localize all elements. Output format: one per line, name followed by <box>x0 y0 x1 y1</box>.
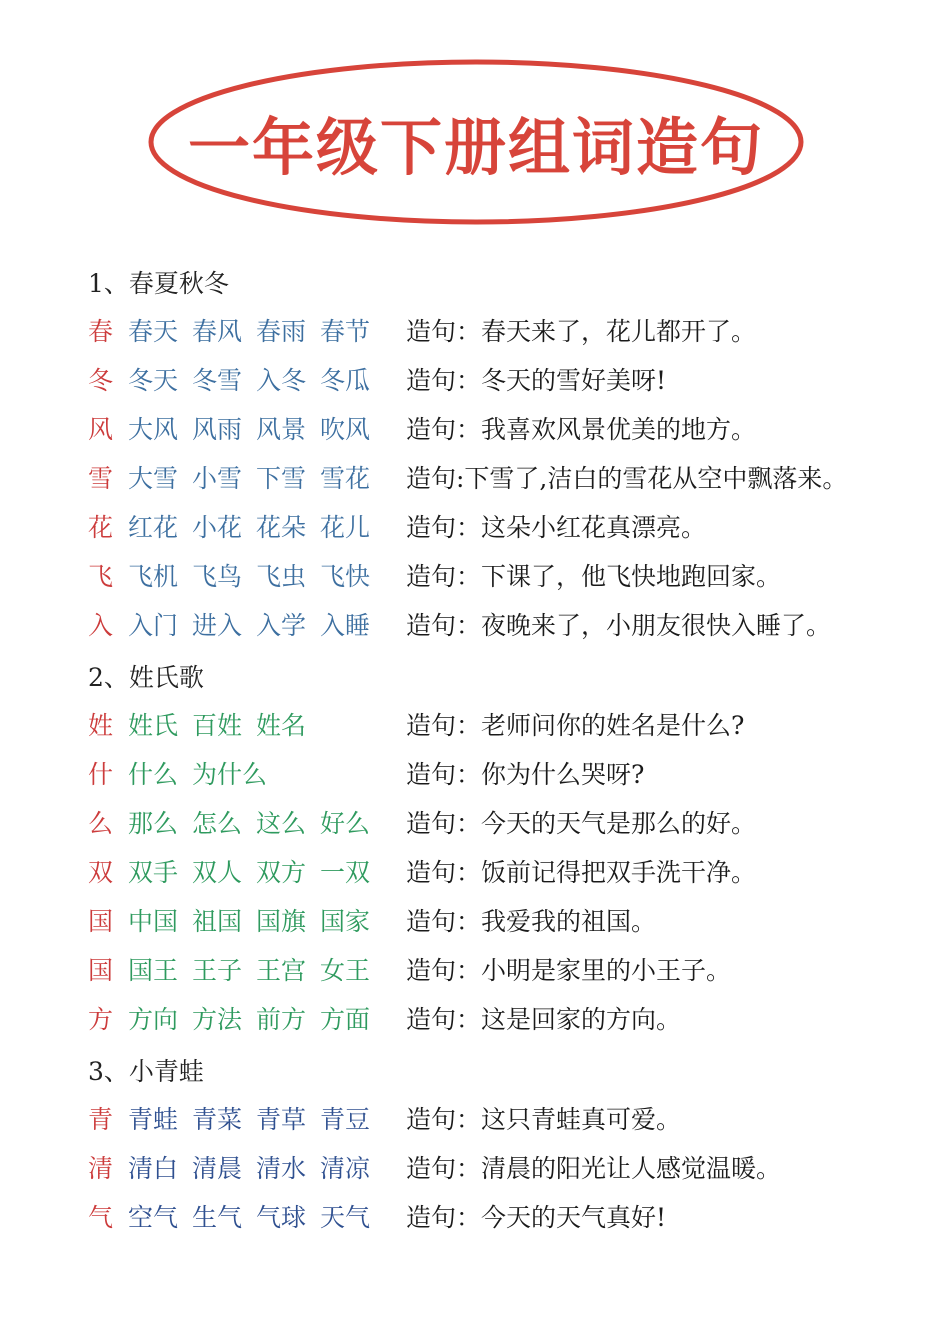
word: 什么 <box>128 760 179 789</box>
word: 冬天 <box>128 366 179 395</box>
key-char: 么 <box>88 809 114 838</box>
sentence: 造句：这朵小红花真漂亮。 <box>406 513 707 542</box>
word: 花儿 <box>320 513 371 542</box>
sentence: 造句：老师问你的姓名是什么? <box>406 711 745 740</box>
word: 青草 <box>256 1105 307 1134</box>
word: 国家 <box>320 907 371 936</box>
sentence: 造句：春天来了，花儿都开了。 <box>406 317 757 346</box>
list-item <box>88 951 928 991</box>
sentence: 造句：今天的天气真好! <box>406 1203 667 1232</box>
word: 入学 <box>256 611 307 640</box>
key-char: 雪 <box>88 464 114 493</box>
word: 百姓 <box>192 711 243 740</box>
word: 风雨 <box>192 415 243 444</box>
list-item <box>88 706 928 746</box>
word: 双人 <box>192 858 243 887</box>
section-heading: 3、小青蛙 <box>88 1057 204 1086</box>
sentence: 造句：冬天的雪好美呀! <box>406 366 667 395</box>
key-char: 双 <box>88 858 114 887</box>
word: 好么 <box>320 809 371 838</box>
word: 国旗 <box>256 907 307 936</box>
word: 春节 <box>320 317 371 346</box>
list-item <box>88 361 928 401</box>
word: 一双 <box>320 858 371 887</box>
word: 小雪 <box>192 464 243 493</box>
section-heading: 1、春夏秋冬 <box>88 269 229 298</box>
word: 春雨 <box>256 317 307 346</box>
sentence: 造句:下雪了,洁白的雪花从空中飘落来。 <box>406 464 848 493</box>
word: 怎么 <box>192 809 243 838</box>
word: 方面 <box>320 1005 371 1034</box>
key-char: 国 <box>88 956 114 985</box>
key-char: 花 <box>88 513 114 542</box>
word: 女王 <box>320 956 371 985</box>
sentence: 造句：饭前记得把双手洗干净。 <box>406 858 757 887</box>
word: 入冬 <box>256 366 307 395</box>
word: 冬雪 <box>192 366 243 395</box>
list-item <box>88 1149 928 1189</box>
list-item <box>88 755 928 795</box>
title-banner <box>146 56 806 228</box>
word: 飞快 <box>320 562 371 591</box>
key-char: 什 <box>88 760 114 789</box>
sentence: 造句：你为什么哭呀? <box>406 760 645 789</box>
list-item <box>88 804 928 844</box>
word: 空气 <box>128 1203 179 1232</box>
list-item <box>88 459 928 499</box>
word: 花朵 <box>256 513 307 542</box>
word: 小花 <box>192 513 243 542</box>
word: 清白 <box>128 1154 179 1183</box>
word: 冬瓜 <box>320 366 371 395</box>
word: 生气 <box>192 1203 243 1232</box>
list-item <box>88 1100 928 1140</box>
word: 祖国 <box>192 907 243 936</box>
key-char: 青 <box>88 1105 114 1134</box>
key-char: 清 <box>88 1154 114 1183</box>
word: 双手 <box>128 858 179 887</box>
word: 入门 <box>128 611 179 640</box>
key-char: 风 <box>88 415 114 444</box>
list-item <box>88 312 928 352</box>
key-char: 飞 <box>88 562 114 591</box>
key-char: 入 <box>88 611 114 640</box>
word: 风景 <box>256 415 307 444</box>
word: 大风 <box>128 415 179 444</box>
key-char: 国 <box>88 907 114 936</box>
list-item <box>88 606 928 646</box>
list-item <box>88 1000 928 1040</box>
sentence: 造句：我喜欢风景优美的地方。 <box>406 415 757 444</box>
word: 王子 <box>192 956 243 985</box>
word: 青菜 <box>192 1105 243 1134</box>
sentence: 造句：清晨的阳光让人感觉温暖。 <box>406 1154 782 1183</box>
word: 天气 <box>320 1203 371 1232</box>
word: 下雪 <box>256 464 307 493</box>
word: 红花 <box>128 513 179 542</box>
key-char: 方 <box>88 1005 114 1034</box>
word: 为什么 <box>192 760 268 789</box>
word: 气球 <box>256 1203 307 1232</box>
key-char: 冬 <box>88 366 114 395</box>
list-item <box>88 853 928 893</box>
word: 方向 <box>128 1005 179 1034</box>
word: 双方 <box>256 858 307 887</box>
word: 前方 <box>256 1005 307 1034</box>
word: 方法 <box>192 1005 243 1034</box>
word: 清晨 <box>192 1154 243 1183</box>
word: 大雪 <box>128 464 179 493</box>
word: 清水 <box>256 1154 307 1183</box>
word: 飞虫 <box>256 562 307 591</box>
key-char: 气 <box>88 1203 114 1232</box>
word: 进入 <box>192 611 243 640</box>
sentence: 造句：今天的天气是那么的好。 <box>406 809 757 838</box>
word: 春风 <box>192 317 243 346</box>
word: 雪花 <box>320 464 371 493</box>
word: 国王 <box>128 956 179 985</box>
word: 入睡 <box>320 611 371 640</box>
sentence: 造句：我爱我的祖国。 <box>406 907 657 936</box>
sentence: 造句：这是回家的方向。 <box>406 1005 682 1034</box>
list-item <box>88 410 928 450</box>
key-char: 姓 <box>88 711 114 740</box>
word: 清凉 <box>320 1154 371 1183</box>
word: 青蛙 <box>128 1105 179 1134</box>
word: 青豆 <box>320 1105 371 1134</box>
word: 姓氏 <box>128 711 179 740</box>
word: 飞鸟 <box>192 562 243 591</box>
word: 中国 <box>128 907 179 936</box>
word: 那么 <box>128 809 179 838</box>
word: 姓名 <box>256 711 307 740</box>
word: 王宫 <box>256 956 307 985</box>
sentence: 造句：小明是家里的小王子。 <box>406 956 732 985</box>
list-item <box>88 902 928 942</box>
key-char: 春 <box>88 317 114 346</box>
word: 春天 <box>128 317 179 346</box>
list-item <box>88 557 928 597</box>
sentence: 造句：下课了，他飞快地跑回家。 <box>406 562 782 591</box>
list-item <box>88 1198 928 1238</box>
word: 这么 <box>256 809 307 838</box>
word: 飞机 <box>128 562 179 591</box>
section-heading: 2、姓氏歌 <box>88 663 204 692</box>
word: 吹风 <box>320 415 371 444</box>
page-title: 一年级下册组词造句 <box>187 110 764 184</box>
sentence: 造句：夜晚来了，小朋友很快入睡了。 <box>406 611 832 640</box>
list-item <box>88 508 928 548</box>
sentence: 造句：这只青蛙真可爱。 <box>406 1105 682 1134</box>
